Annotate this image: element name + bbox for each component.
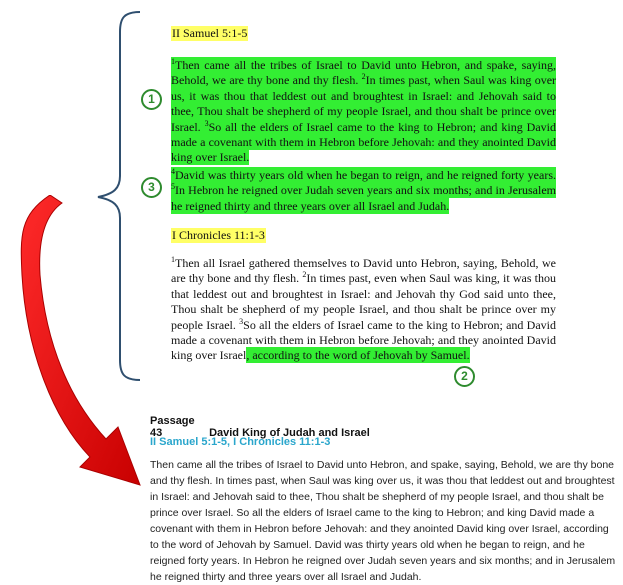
- samuel-paragraph-2: [171, 168, 556, 214]
- verse-number: 3: [239, 316, 244, 326]
- samuel-p1-text: [171, 57, 556, 165]
- verse-text: So all the elders of Israel came to the king to Hebron; and David made a covenant with them in Hebron before Jehovah; and they anointed David king over Israel: [171, 317, 556, 363]
- verse-text: So all the elders of Israel came to the king to Hebron; and king David made a covenant with them in Hebron before Jehovah: and they anointed David king over Israel.: [171, 119, 556, 165]
- passage-reference: II Samuel 5:1-5, I Chronicles 11:1-3: [150, 436, 331, 448]
- verse-text: In times past, when Saul was king over us, it was thou that leddest out and broughtest in Israel: and Jehovah said to thee, Thou shalt be shepherd of my people Israel, and thou shalt be prince over Israel.: [171, 73, 557, 134]
- verse-number: 2: [302, 270, 307, 280]
- passage-title: David King of Judah and Israel: [209, 427, 370, 439]
- verse-text: In times past, even when Saul was king, it was thou that leddest out and broughtest in Israel: and Jehovah thy God said unto thee, Thou shalt be shepherd of my people Israel, and thou shalt be prince over my people Israel.: [171, 271, 556, 332]
- chronicles-heading: I Chronicles 11:1-3: [172, 228, 265, 242]
- verse-number: 1: [171, 57, 175, 66]
- verse-number: 1: [171, 255, 175, 264]
- marker-3: 3: [141, 177, 162, 198]
- verse-number: 5: [171, 182, 175, 192]
- marker-2: 2: [454, 366, 475, 387]
- verse-text: Then came all the tribes of Israel to David unto Hebron, and spake, saying, Behold, we are thy bone and thy flesh.: [171, 58, 556, 88]
- passage-body: Then came all the tribes of Israel to David unto Hebron, and spake, saying, Behold, we are thy bone and thy flesh. In times past, when Saul was king over us, it was thou that leddest out and broughtest in Israel: and Jehovah said to thee, Thou shalt be shepherd of my people Israel, and thou shalt be prince over Israel. So all the elders of Israel came to the king to Hebron; and king David made a covenant with them in Hebron before Jehovah: and they anointed David king over Israel, according to the word of Jehovah by Samuel. David was thirty years old when he began to reign, and he reigned forty years. In Hebron he reigned over Judah seven years and six months; and in Jerusalem he reigned thirty and three years over all Israel and Judah.: [150, 459, 616, 583]
- curved-arrow-icon: [0, 195, 150, 505]
- samuel-paragraph-1: [171, 58, 556, 166]
- verse-text: In Hebron he reigned over Judah seven years and six months; and in Jerusalem he reigned thirty and three years over all Israel and Judah.: [171, 183, 556, 213]
- verse-number: 2: [361, 72, 366, 82]
- verse-text: David was thirty years old when he began to reign, and he reigned forty years.: [175, 168, 556, 182]
- chronicles-text: [171, 256, 556, 362]
- verse-text: Then all Israel gathered themselves to David unto Hebron, saying, Behold, we are thy bone and thy flesh.: [171, 256, 556, 286]
- samuel-heading: II Samuel 5:1-5: [172, 26, 248, 40]
- chronicles-paragraph: [171, 256, 556, 364]
- passage-label: Passage 43: [150, 415, 195, 439]
- highlighted-text: , according to the word of Jehovah by Samuel.: [246, 348, 470, 363]
- verse-number: 4: [171, 167, 175, 176]
- verse-number: 3: [204, 118, 209, 128]
- samuel-p2-text: [171, 167, 556, 214]
- marker-1: 1: [141, 89, 162, 110]
